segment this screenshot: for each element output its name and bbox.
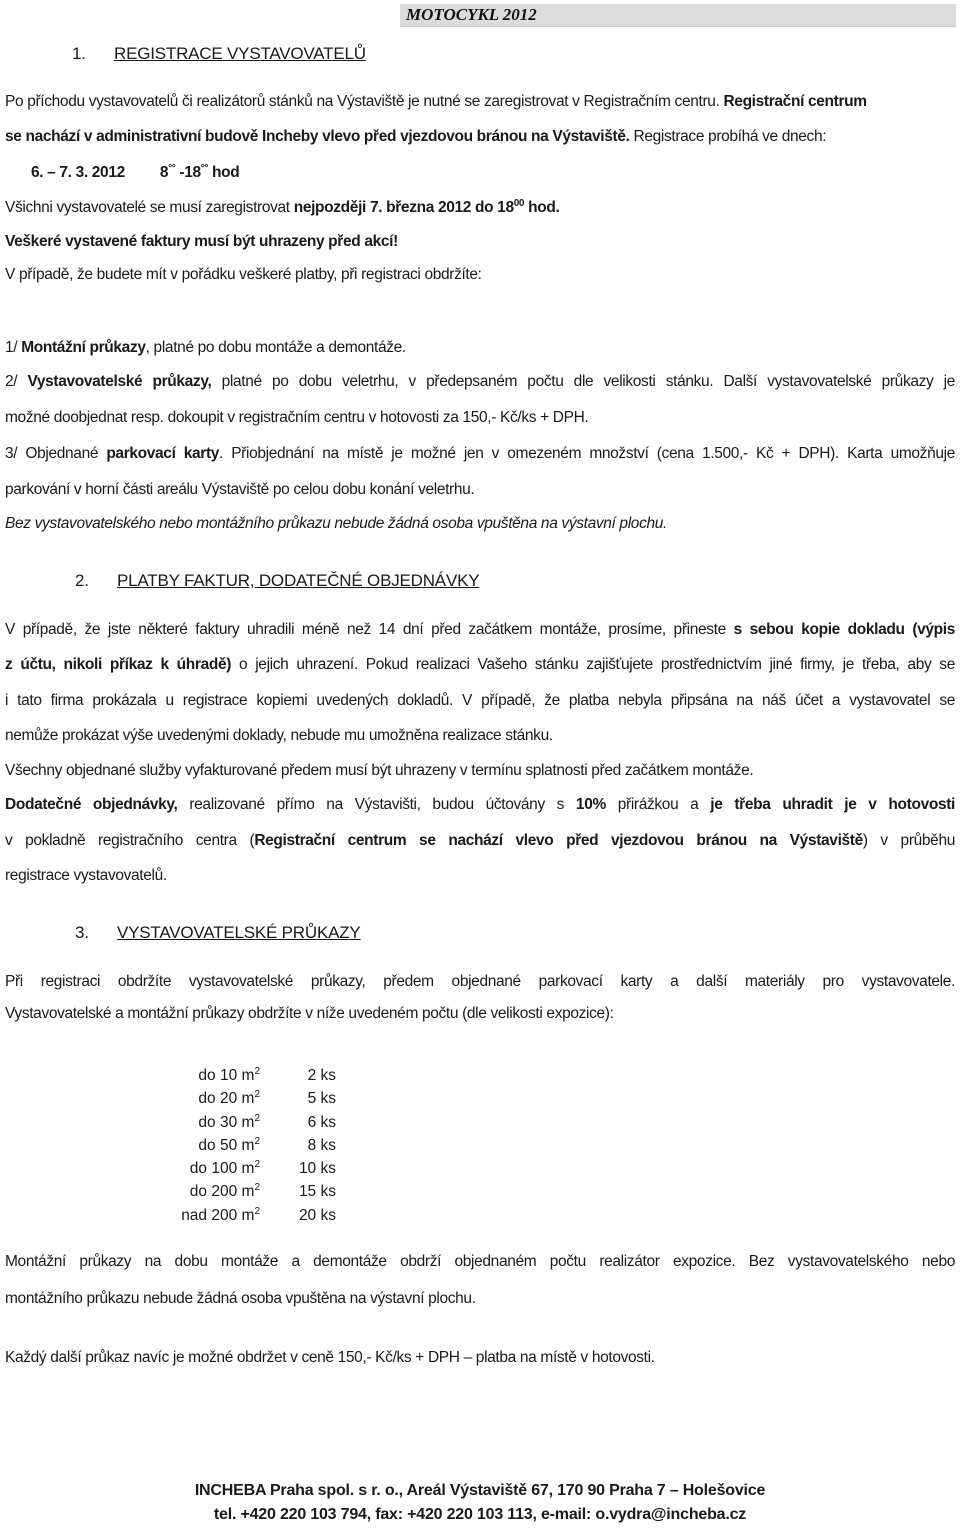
count-cell: 10 ks [298, 1160, 336, 1178]
table-row [150, 1204, 410, 1227]
list-item: 3/ Objednané parkovací karty. Přiobjednání na místě je možné jen v omezeném množství (cena 1.500,- Kč + DPH). Karta umožňuje [5, 445, 955, 462]
paragraph-line: Po příchodu vystavovatelů či realizátorů stánků na Výstaviště je nutné se zaregistrovat v Registračním centru. Registrační centrum [5, 93, 867, 110]
paragraph-line: Dodatečné objednávky, realizované přímo na Výstavišti, budou účtovány s 10% přirážkou a je třeba uhradit je v hotovosti [5, 796, 955, 813]
section-number: 3. [75, 923, 89, 942]
paragraph-line: montážního průkazu nebude žádná osoba vpuštěna na výstavní plochu. [5, 1290, 476, 1307]
paragraph-line: Při registraci obdržíte vystavovatelské průkazy, předem objednané parkovací karty a další materiály pro vystavovatele. [5, 973, 955, 990]
list-item: 1/ Montážní průkazy, platné po dobu montáže a demontáže. [5, 339, 406, 356]
area-cell: do 50 $m^2$ [198, 1135, 260, 1154]
paragraph-line: i tato firma prokázala u registrace kopiemi uvedených dokladů. V případě, že platba nebyla připsána na náš účet a vystavovatel se [5, 692, 955, 709]
area-cell: do 10 $m^2$ [198, 1066, 260, 1084]
paragraph-line: nemůže prokázat výše uvedenými doklady, nebude mu umožněna realizace stánku. [5, 727, 553, 744]
paragraph-line: V případě, že jste některé faktury uhradili méně než 14 dní před začátkem montáže, prosíme, přineste s sebou kopie dokladu (výpis [5, 621, 956, 638]
table-row [150, 1157, 410, 1180]
paragraph-line: Veškeré vystavené faktury musí být uhrazeny před akcí! [5, 233, 398, 250]
paragraph-line: Všechny objednané služby vyfakturované předem musí být uhrazeny v termínu splatnosti před začátkem montáže. [5, 762, 754, 779]
paragraph-line: z účtu, nikoli příkaz k úhradě) o jejich uhrazení. Pokud realizaci Vašeho stánku zajišťujete prostřednictvím jiné firmy, je třeba, aby se [5, 656, 955, 673]
area-cell: do 20 $m^2$ [198, 1089, 260, 1108]
section-heading-2 [75, 571, 479, 591]
count-cell: 20 ks [298, 1206, 336, 1224]
area-cell: do 200 $m^2$ [189, 1182, 260, 1201]
area-cell: do 30 $m^2$ [198, 1112, 260, 1131]
paragraph-line: V případě, že budete mít v pořádku veškeré platby, při registraci obdržíte: [5, 266, 482, 283]
header-bar [400, 4, 956, 27]
count-cell: 15 ks [298, 1183, 336, 1201]
section-title: VYSTAVOVATELSKÉ PRŮKAZY [117, 923, 361, 942]
paragraph-line: Montážní průkazy na dobu montáže a demontáže obdrží objednaném počtu realizátor expozice. Bez vystavovatelského nebo [5, 1253, 955, 1270]
header-title: MOTOCYKL 2012 [406, 5, 537, 24]
section-heading-1 [72, 44, 366, 64]
count-cell: 8 ks [307, 1136, 336, 1154]
area-cell: do 100 $m^2$ [189, 1159, 260, 1178]
registration-dates: 6. – 7. 3. 2012 8°° -18°° hod [31, 163, 240, 181]
section-number: 2. [75, 571, 89, 590]
paragraph-line: Vystavovatelské a montážní průkazy obdržíte v níže uvedeném počtu (dle velikosti expozice): [5, 1005, 614, 1022]
section-number: 1. [72, 44, 86, 63]
table-row [150, 1180, 410, 1203]
italic-note: Bez vystavovatelského nebo montážního průkazu nebude žádná osoba vpuštěna na výstavní plochu. [5, 515, 667, 532]
paragraph-line: v pokladně registračního centra (Registrační centrum se nachází vlevo před vjezdovou bránou na Výstaviště) v průběhu [5, 832, 955, 849]
count-cell: 6 ks [307, 1113, 336, 1131]
table-row [150, 1134, 410, 1157]
footer-contact: tel. +420 220 103 794, fax: +420 220 103 113, e-mail: o.vydra@incheba.cz [213, 1506, 747, 1523]
paragraph-line: se nachází v administrativní budově Incheby vlevo před vjezdovou bránou na Výstaviště. Registrace probíhá ve dnech: [5, 128, 827, 145]
count-cell: 2 ks [307, 1067, 336, 1084]
paragraph-line: možné doobjednat resp. dokoupit v registračním centru v hotovosti za 150,- Kč/ks + DPH. [5, 409, 589, 426]
table-row [150, 1087, 410, 1110]
section-title: REGISTRACE VYSTAVOVATELŮ [114, 44, 366, 63]
count-cell: 5 ks [307, 1090, 336, 1108]
paragraph-line: Každý další průkaz navíc je možné obdržet v ceně 150,- Kč/ks + DPH – platba na místě v hotovosti. [5, 1349, 655, 1366]
footer-address: INCHEBA Praha spol. s r. o., Areál Výstaviště 67, 170 90 Praha 7 – Holešovice [194, 1482, 766, 1499]
paragraph-line: Všichni vystavovatelé se musí zaregistrovat nejpozději 7. března 2012 do $18^{00}$ hod. [5, 198, 560, 216]
paragraph-line: parkování v horní části areálu Výstaviště po celou dobu konání veletrhu. [5, 481, 475, 498]
area-cell: nad 200 $m^2$ [181, 1205, 260, 1224]
table-row [150, 1064, 410, 1087]
section-heading-3 [75, 923, 361, 943]
list-item: 2/ Vystavovatelské průkazy, platné po dobu veletrhu, v předepsaném počtu dle velikosti stánku. Další vystavovatelské průkazy je [5, 373, 955, 390]
paragraph-line: registrace vystavovatelů. [5, 867, 167, 884]
section-title: PLATBY FAKTUR, DODATEČNÉ OBJEDNÁVKY [117, 571, 480, 590]
pass-count-table [150, 1064, 410, 1227]
table-row [150, 1111, 410, 1134]
